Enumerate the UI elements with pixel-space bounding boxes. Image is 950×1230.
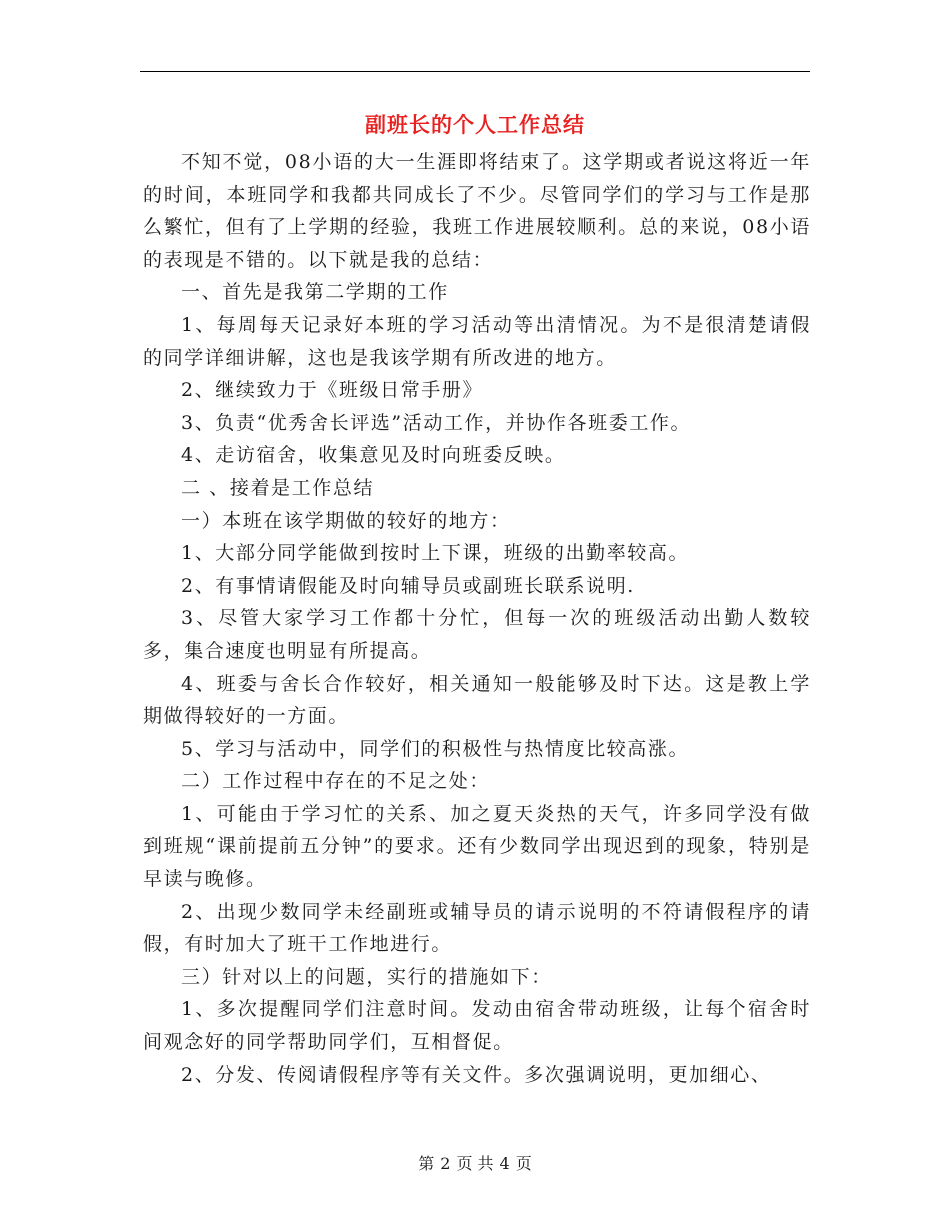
- footer-middle: 页 共: [456, 1154, 494, 1173]
- subsection-heading: 一）本班在该学期做的较好的地方：: [181, 509, 511, 532]
- subsection-heading: 二）工作过程中存在的不足之处：: [181, 770, 491, 793]
- document-title: 副班长的个人工作总结: [365, 112, 585, 137]
- page-footer: [0, 1152, 950, 1176]
- list-item: 5、学习与活动中，同学们的积极性与热情度比较高涨。: [181, 737, 690, 760]
- footer-suffix: 页: [515, 1154, 532, 1173]
- paragraph-intro: 不知不觉，08小语的大一生涯即将结束了。这学期或者说这将近一年的时间，本班同学和我都共同成长了不少。尽管同学们的学习与工作是那么繁忙，但有了上学期的经验，我班工作进展较顺利。总的来说，08小语的表现是不错的。以下就是我的总结：: [143, 151, 811, 271]
- document-body: [143, 146, 811, 1091]
- list-item: 2、有事情请假能及时向辅导员或副班长联系说明.: [181, 574, 635, 597]
- list-item: 2、出现少数同学未经副班或辅导员的请示说明的不符请假程序的请假，有时加大了班干工作地进行。: [143, 900, 811, 956]
- list-item: 4、班委与舍长合作较好，相关通知一般能够及时下达。这是教上学期做得较好的一方面。: [143, 672, 811, 728]
- footer-current-page: 2: [440, 1154, 451, 1173]
- list-item: 4、走访宿舍，收集意见及时向班委反映。: [181, 444, 566, 467]
- list-item: 1、多次提醒同学们注意时间。发动由宿舍带动班级，让每个宿舍时间观念好的同学帮助同学们，互相督促。: [143, 998, 811, 1054]
- footer-total-pages: 4: [499, 1154, 510, 1173]
- list-item: 1、可能由于学习忙的关系、加之夏天炎热的天气，许多同学没有做到班规“课前提前五分钟”的要求。还有少数同学出现迟到的现象，特别是早读与晚修。: [143, 802, 811, 891]
- list-item: 1、大部分同学能做到按时上下课，班级的出勤率较高。: [181, 542, 690, 565]
- footer-prefix: 第: [418, 1154, 435, 1173]
- list-item: 2、继续致力于《班级日常手册》: [181, 379, 484, 402]
- list-item: 1、每周每天记录好本班的学习活动等出清情况。为不是很清楚请假的同学详细讲解，这也是我该学期有所改进的地方。: [143, 313, 811, 369]
- header-rule: [140, 71, 810, 72]
- section-heading-1: 一、首先是我第二学期的工作: [181, 281, 449, 304]
- subsection-heading: 三）针对以上的问题，实行的措施如下：: [181, 965, 552, 988]
- list-item: 2、分发、传阅请假程序等有关文件。多次强调说明，更加细心、: [181, 1063, 772, 1086]
- list-item: 3、尽管大家学习工作都十分忙，但每一次的班级活动出勤人数较多，集合速度也明显有所提高。: [143, 607, 811, 662]
- list-item: 3、负责“优秀舍长评选”活动工作，并协作各班委工作。: [181, 411, 692, 434]
- section-heading-2: 二 、接着是工作总结: [181, 476, 375, 499]
